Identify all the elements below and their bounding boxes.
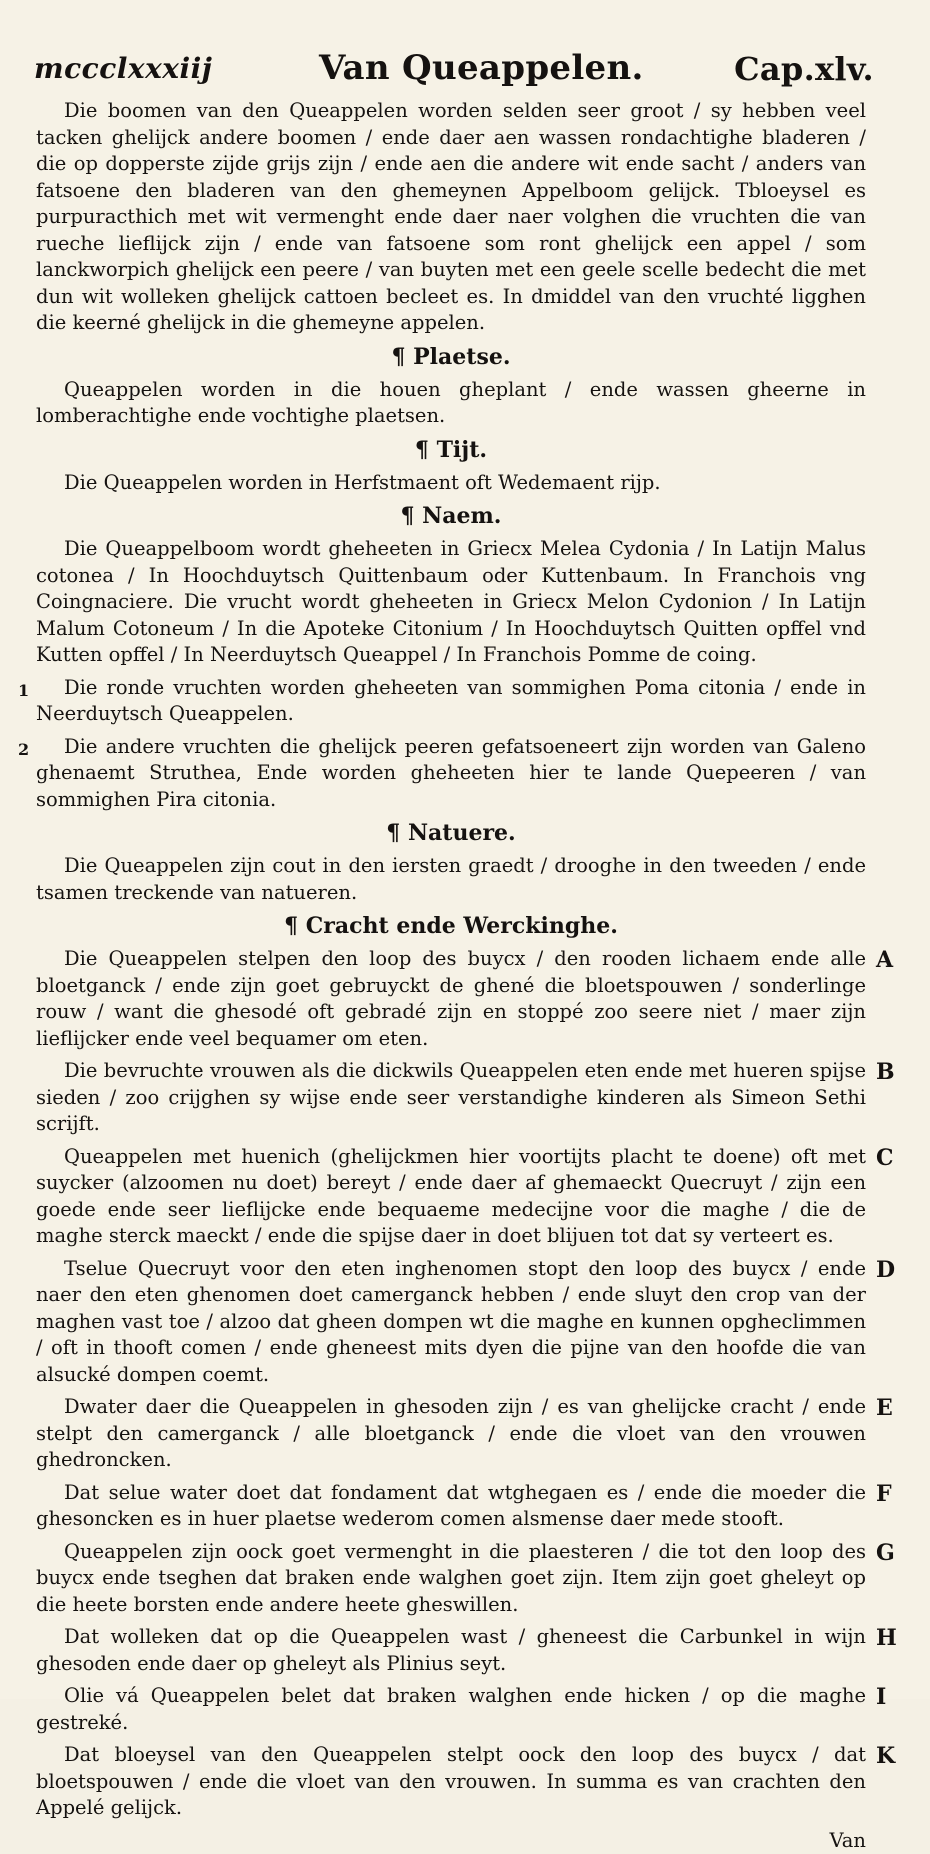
heading-cracht: ¶ Cracht ende Werckinghe. <box>36 912 866 940</box>
paragraph-naem-1: Die ronde vruchten worden gheheeten van sommighen Poma citonia / ende in Neerduytsch Queappelen. <box>36 675 866 728</box>
catchword: Van <box>36 1828 866 1854</box>
heading-natuere: ¶ Natuere. <box>36 819 866 847</box>
folio-number: mccclxxxiij <box>34 52 212 85</box>
paragraph-description: Die boomen van den Queappelen worden selden seer groot / sy hebben veel tacken ghelijck andere boomen / ende daer aen wassen rondachtighe bladeren / die op dopperste zijde grijs zijn / ende aen die andere wit ende sacht / anders van fatsoene den bladeren van den ghemeynen Appelboom gelijck. Tbloeysel es purpuracthich met wit vermenght ende daer naer volghen die vruchten die van rueche lieflijck zijn / ende van fatsoene som ront ghelijck een appel / som lanckworpich ghelijck een peere / van buyten met een geele scelle bedecht die met dun wit wolleken ghelijck cattoen becleet es. In dmiddel van den vruchté ligghen die keerné ghelijck in die ghemeyne appelen. <box>36 98 866 337</box>
running-title: Van Queappelen. <box>319 48 644 88</box>
paragraph-tijt: Die Queappelen worden in Herfstmaent oft Wedemaent rijp. <box>36 470 866 497</box>
heading-plaetse: ¶ Plaetse. <box>36 343 866 371</box>
margin-marker-1: 1 <box>18 679 29 703</box>
paragraph-plaetse: Queappelen worden in die houen gheplant / ende wassen gheerne in lomberachtighe ende vochtighe plaetsen. <box>36 377 866 430</box>
margin-marker-c: C <box>876 1146 894 1170</box>
paragraph-naem-2: Die andere vruchten die ghelijck peeren gefatsoeneert zijn worden van Galeno ghenaemt Struthea, Ende worden gheheeten hier te lande Quepeeren / van sommighen Pira citonia. <box>36 734 866 814</box>
chapter-number: Cap.xlv. <box>734 50 874 88</box>
paragraph-cracht-c: Queappelen met huenich (ghelijckmen hier voortijts placht te doene) oft met suycker (alzoomen nu doet) bereyt / ende daer af ghemaeckt Quecruyt / zijn een goede ende seer lieflijcke ende bequaeme medecijne voor die maghe / die de maghe sterck maeckt / ende die spijse daer in doet blijuen tot dat sy verteert es. <box>36 1144 866 1250</box>
paragraph-natuere: Die Queappelen zijn cout in den iersten graedt / drooghe in den tweeden / ende tsamen treckende van natueren. <box>36 853 866 906</box>
page-body <box>36 98 866 1598</box>
margin-marker-b: B <box>876 1060 895 1084</box>
paragraph-cracht-f: Dat selue water doet dat fondament dat wtghegaen es / ende die moeder die ghesoncken es in huer plaetse wederom comen alsmense daer mede stooft. <box>36 1480 866 1533</box>
heading-tijt: ¶ Tijt. <box>36 436 866 464</box>
margin-marker-2: 2 <box>18 738 29 762</box>
margin-marker-k: K <box>876 1744 895 1768</box>
paragraph-cracht-b: Die bevruchte vrouwen als die dickwils Queappelen eten ende met hueren spijse sieden / zoo crijghen sy wijse ende seer verstandighe kinderen als Simeon Sethi scrijft. <box>36 1058 866 1138</box>
heading-naem: ¶ Naem. <box>36 502 866 530</box>
paragraph-cracht-a: Die Queappelen stelpen den loop des buycx / den rooden lichaem ende alle bloetganck / ende zijn goet gebruyckt de ghené die bloetspouwen / sonderlinge rouw / want die ghesodé oft gebradé zijn en stoppé zoo seere niet / maer zijn lieflijcker ende veel bequamer om eten. <box>36 946 866 1052</box>
paragraph-cracht-k: Dat bloeysel van den Queappelen stelpt oock den loop des buycx / dat bloetspouwen / ende die vloet van den vrouwen. In summa es van crachten den Appelé gelijck. <box>36 1742 866 1822</box>
margin-marker-h: H <box>876 1626 897 1650</box>
page-header <box>34 48 874 94</box>
margin-marker-f: F <box>876 1482 892 1506</box>
paragraph-cracht-g: Queappelen zijn oock goet vermenght in die plaesteren / die tot den loop des buycx ende tseghen dat braken ende walghen goet zijn. Item zijn goet gheleyt op die heete borsten ende andere heete gheswillen. <box>36 1539 866 1619</box>
margin-marker-g: G <box>876 1541 895 1565</box>
margin-marker-i: I <box>876 1685 886 1709</box>
paragraph-cracht-h: Dat wolleken dat op die Queappelen wast / gheneest die Carbunkel in wijn ghesoden ende daer op gheleyt als Plinius seyt. <box>36 1624 866 1677</box>
paragraph-cracht-d: Tselue Quecruyt voor den eten inghenomen stopt den loop des buycx / ende naer den eten ghenomen doet camerganck hebben / ende sluyt den crop van der maghen vast toe / alzoo dat gheen dompen wt die maghe en kunnen opgheclimmen / oft in thooft comen / ende gheneest mits dyen die pijne van den hoofde die van alsucké dompen coemt. <box>36 1256 866 1389</box>
margin-marker-e: E <box>876 1396 893 1420</box>
margin-marker-d: D <box>876 1258 895 1282</box>
paragraph-cracht-e: Dwater daer die Queappelen in ghesoden zijn / es van ghelijcke cracht / ende stelpt den camerganck / alle bloetganck / ende die vloet van den vrouwen ghedroncken. <box>36 1394 866 1474</box>
paragraph-cracht-i: Olie vá Queappelen belet dat braken walghen ende hicken / op die maghe gestreké. <box>36 1683 866 1736</box>
paragraph-naem: Die Queappelboom wordt gheheeten in Griecx Melea Cydonia / In Latijn Malus cotonea / In Hoochduytsch Quittenbaum oder Kuttenbaum. In Franchois vng Coingnaciere. Die vrucht wordt gheheeten in Griecx Melon Cydonion / In Latijn Malum Cotoneum / In die Apoteke Citonium / In Hoochduytsch Quitten opffel vnd Kutten opffel / In Neerduytsch Queappel / In Franchois Pomme de coing. <box>36 536 866 669</box>
margin-marker-a: A <box>876 948 893 972</box>
